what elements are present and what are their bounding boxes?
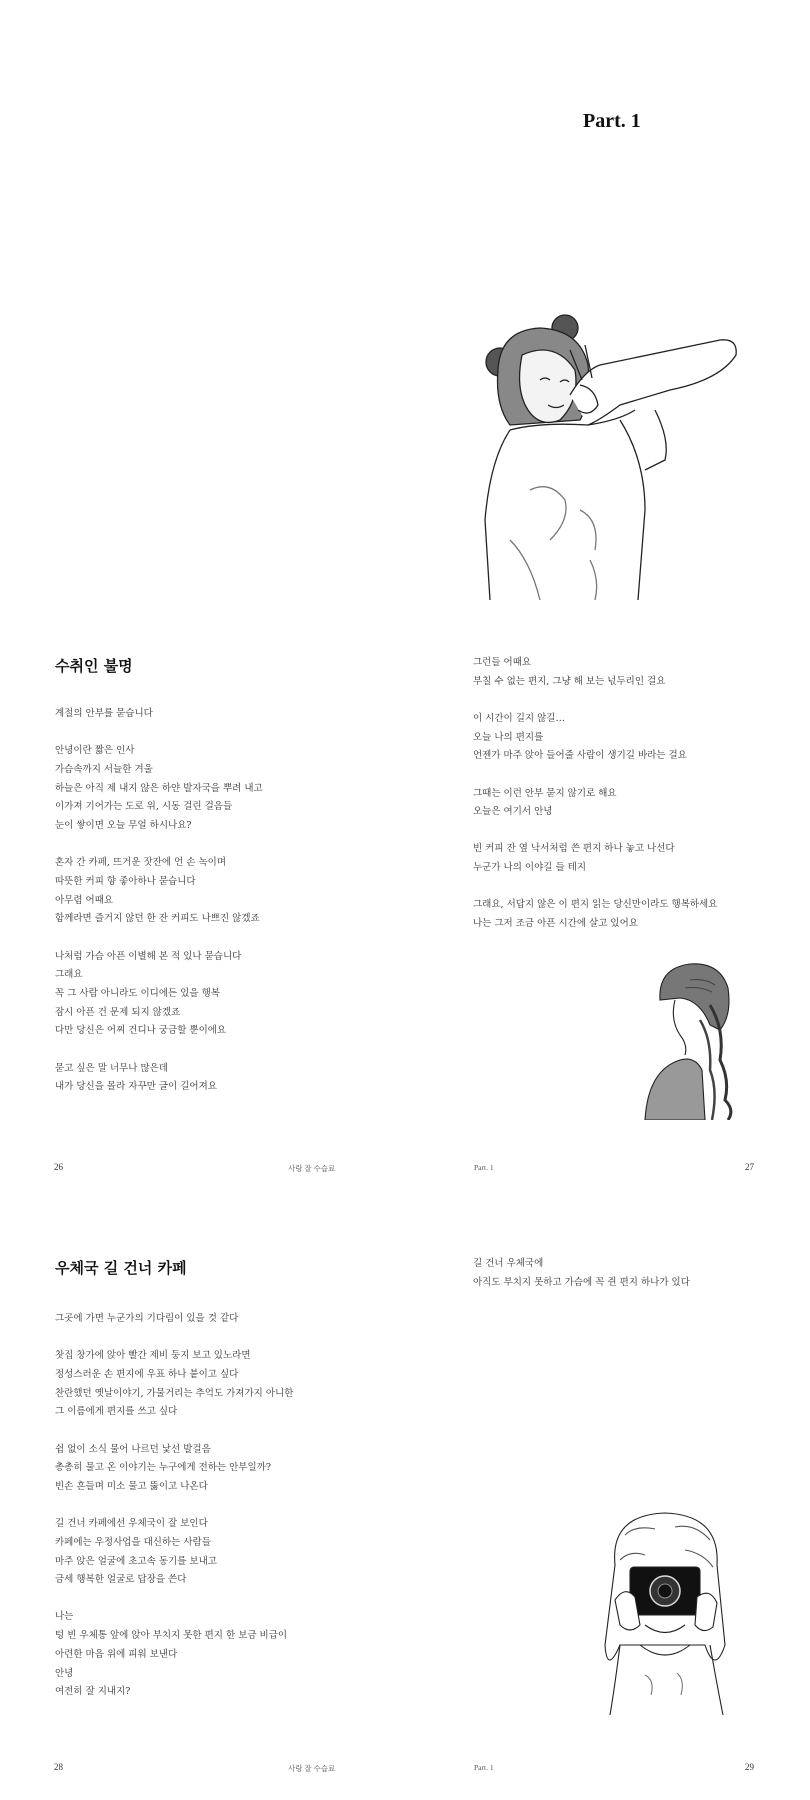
poem-line: 마주 앉은 얼굴에 초고속 동기를 보내고 (55, 1555, 217, 1567)
poem-line: 계절의 안부를 묻습니다 (55, 708, 153, 719)
poem-line: 정성스러운 손 편지에 우표 하나 붙이고 싶다 (55, 1368, 239, 1380)
poem-line: 빈손 흔들며 미소 물고 뚫이고 나온다 (55, 1480, 208, 1492)
poem-line: 쉼 없이 소식 물어 나르던 낯선 발걸음 (55, 1443, 211, 1455)
poem-line: 하늘은 아직 제 내지 않은 하얀 발자국을 뿌려 내고 (55, 782, 263, 794)
poem-line: 나처럼 가슴 아픈 이별해 본 적 있나 묻습니다 (55, 950, 242, 962)
poem-body-left (55, 1310, 293, 1702)
running-title: 사랑 잘 수습료 (288, 1164, 336, 1173)
poem-line: 나는 그저 조금 아픈 시간에 살고 있어요 (473, 918, 638, 930)
running-title: 사랑 잘 수습료 (288, 1764, 336, 1773)
poem-line: 따뜻한 커피 향 좋아하나 묻습니다 (55, 875, 196, 887)
poem-line: 이가져 기어가는 도로 위, 시동 걸린 걸음들 (55, 801, 233, 813)
page-number: 29 (745, 1762, 754, 1772)
page-number: 26 (54, 1162, 63, 1172)
poem-line: 혼자 간 카페, 뜨거운 잣잔에 언 손 녹이며 (55, 857, 226, 869)
page-number: 27 (745, 1162, 754, 1172)
poem-line: 오늘은 여기서 안녕 (473, 806, 553, 818)
poem-line: 이 시간이 길지 않길… (473, 712, 565, 724)
poem-line: 가슴속까지 서늘한 겨울 (55, 763, 153, 775)
poem-line: 내가 당신을 몰라 자꾸만 글이 길어져요 (55, 1081, 217, 1093)
poem-line: 찻집 창가에 앉아 빨간 제비 둥지 보고 있노라면 (55, 1350, 251, 1362)
poem-line: 빈 커피 잔 옆 낙서처럼 쓴 편지 하나 놓고 나선다 (473, 843, 675, 855)
poem-line: 그래요 (55, 969, 83, 981)
poem-line: 카페에는 우정사업을 대신하는 사람들 (55, 1536, 211, 1548)
poem-line: 언젠가 마주 앉아 들어줄 사람이 생기길 바라는 걸요 (473, 750, 687, 762)
poem-line: 그곳에 가면 누군가의 기다림이 있을 것 같다 (55, 1313, 239, 1324)
poem-body-left (55, 705, 263, 1097)
poem-line: 길 건너 우체국에 (473, 1258, 544, 1269)
poem-line: 아무렴 어때요 (55, 894, 114, 906)
poem-body-right (473, 1255, 690, 1292)
poem-line: 묻고 싶은 말 너무나 많은데 (55, 1062, 169, 1074)
running-title: Part. 1 (474, 1763, 494, 1772)
poem-line: 안녕 (55, 1667, 74, 1679)
poem-line: 다만 당신은 어찌 건디나 궁금할 뿐이에요 (55, 1025, 227, 1037)
illustration-girl-with-camera (585, 1505, 745, 1715)
poem-line: 잠시 아픈 건 문제 되지 않겠죠 (55, 1006, 181, 1018)
illustration-girl-braid-back-view (640, 960, 750, 1120)
poem-line: 텅 빈 우체통 앞에 앉아 부치지 못한 편지 한 보금 비급이 (55, 1630, 288, 1642)
poem-title: 우체국 길 건너 카페 (55, 1259, 187, 1277)
poem-line: 오늘 나의 편지를 (473, 731, 544, 743)
poem-line: 총총히 물고 온 이야기는 누구에게 전하는 안부일까? (55, 1462, 271, 1474)
poem-line: 아련한 마음 위에 피워 보낸다 (55, 1648, 178, 1660)
poem-line: 안녕이란 짧은 인사 (55, 745, 135, 757)
page-number: 28 (54, 1762, 63, 1772)
poem-line: 그래요, 서답지 않은 이 편지 읽는 당신만이라도 행복하세요 (473, 899, 718, 911)
running-title: Part. 1 (474, 1163, 494, 1172)
poem-title: 수취인 불명 (55, 657, 133, 675)
poem-line: 금세 행복한 얼굴로 답장을 쓴다 (55, 1574, 187, 1586)
poem-line: 그 이름에게 편지를 쓰고 싶다 (55, 1406, 178, 1418)
poem-body-right (473, 654, 717, 934)
poem-line: 눈이 쌓이면 오늘 무얼 하시나요? (55, 820, 192, 832)
poem-line: 함께라면 즐거지 않던 한 잔 커피도 나쁘진 않겠죠 (55, 913, 260, 925)
poem-line: 꼭 그 사람 아니라도 이디에든 있을 행복 (55, 987, 220, 999)
poem-line: 누군가 나의 이야길 들 테지 (473, 862, 587, 874)
poem-line: 찬란했던 옛날이야기, 가물거리는 추억도 가져가지 아니한 (55, 1387, 294, 1399)
poem-line: 길 건너 카페에선 우체국이 잘 보인다 (55, 1518, 208, 1530)
poem-line: 그런들 어때요 (473, 657, 532, 668)
part-title: Part. 1 (583, 110, 641, 132)
illustration-girl-peace-sign (470, 310, 750, 600)
poem-line: 아직도 부치지 못하고 가슴에 꼭 쥔 편지 하나가 있다 (473, 1276, 690, 1288)
poem-line: 부칠 수 없는 편지, 그냥 해 보는 넋두리인 걸요 (473, 675, 666, 687)
poem-line: 그때는 이런 안부 묻지 않기로 해요 (473, 787, 617, 799)
poem-line: 나는 (55, 1611, 74, 1623)
poem-line: 여전히 잘 지내지? (55, 1686, 131, 1698)
